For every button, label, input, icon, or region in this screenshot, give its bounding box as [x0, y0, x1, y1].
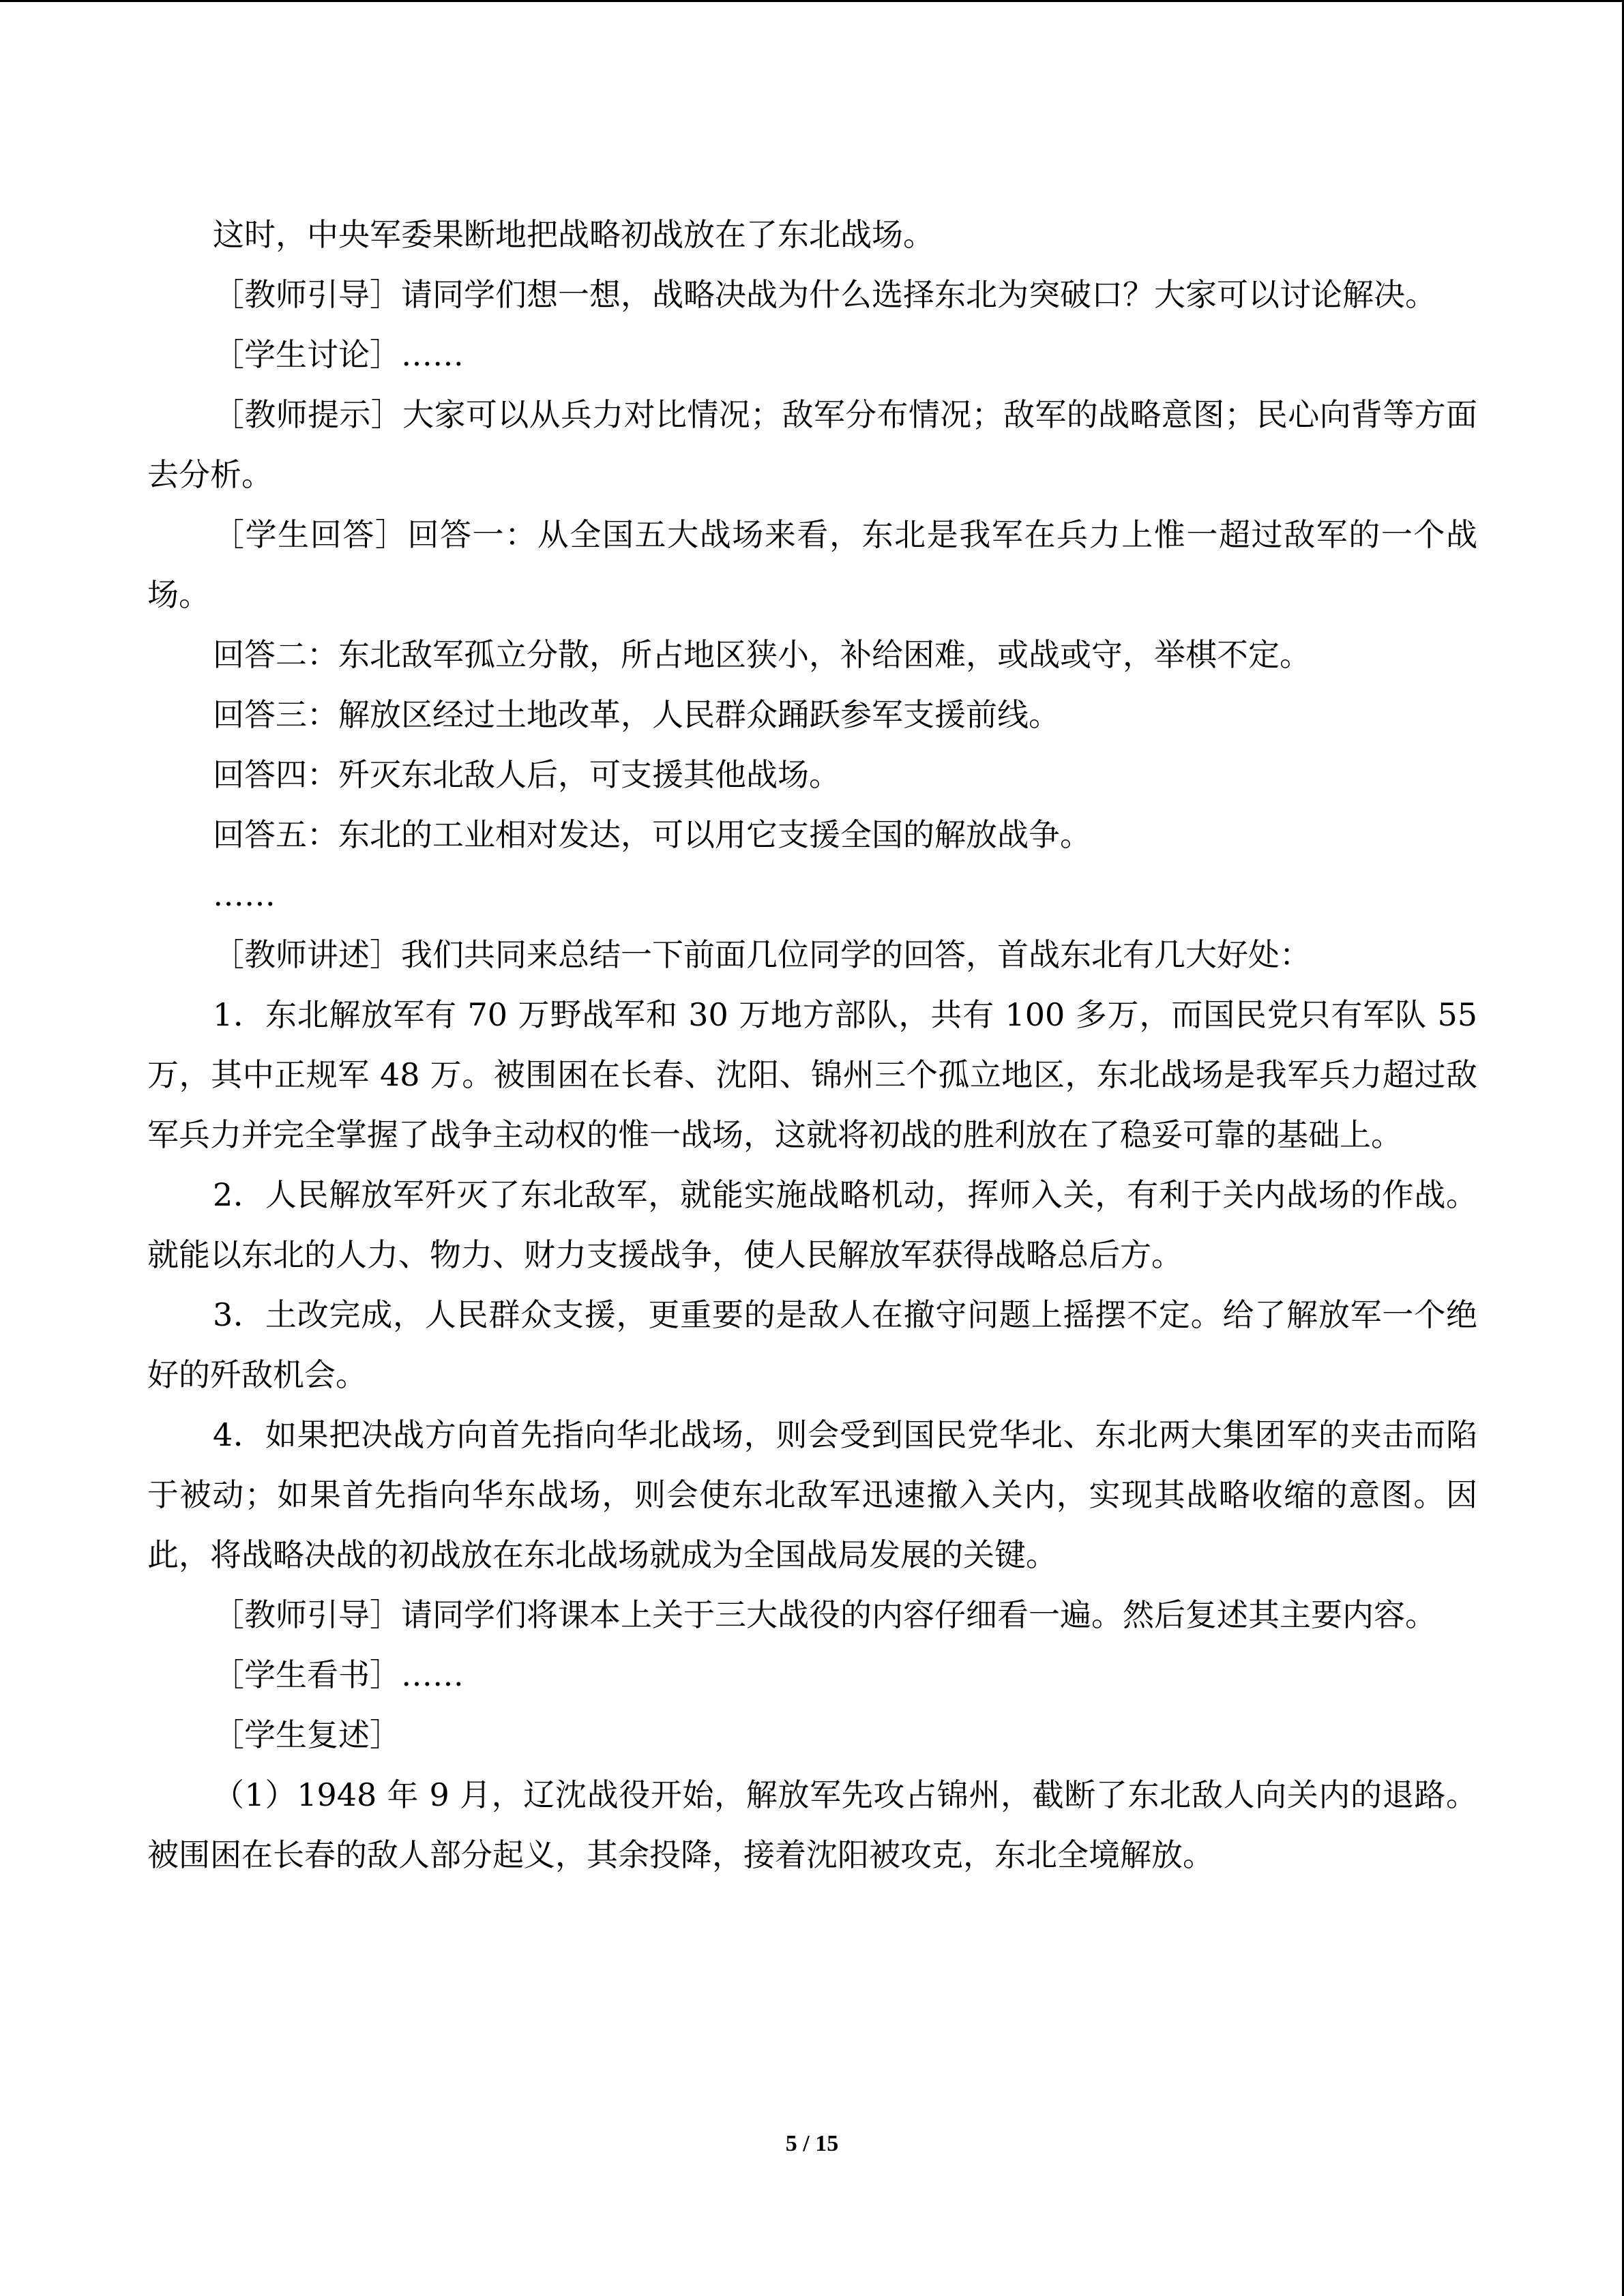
paragraph: ［学生讨论］…… — [213, 336, 464, 373]
paragraph: ［学生复述］ — [213, 1716, 401, 1753]
paragraph: ［教师引导］请同学们想一想，战略决战为什么选择东北为突破口？大家可以讨论解决。 — [213, 276, 1436, 313]
paragraph: ［教师提示］大家可以从兵力对比情况；敌军分布情况；敌军的战略意图；民心向背等方面去分析。 — [147, 396, 1477, 493]
paragraph: 回答二：东北敌军孤立分散，所占地区狭小，补给困难，或战或守，举棋不定。 — [213, 636, 1311, 673]
paragraph: （1）1948 年 9 月，辽沈战役开始，解放军先攻占锦州，截断了东北敌人向关内的退路。被围困在长春的敌人部分起义，其余投降，接着沈阳被攻克，东北全境解放。 — [147, 1776, 1477, 1873]
paragraph: ［学生看书］…… — [213, 1656, 464, 1693]
paragraph: 2．人民解放军歼灭了东北敌军，就能实施战略机动，挥师入关，有利于关内战场的作战。就能以东北的人力、物力、财力支援战争，使人民解放军获得战略总后方。 — [147, 1176, 1477, 1273]
paragraph: ［教师讲述］我们共同来总结一下前面几位同学的回答，首战东北有几大好处： — [213, 936, 1311, 973]
paragraph: 回答五：东北的工业相对发达，可以用它支援全国的解放战争。 — [213, 816, 1091, 853]
paragraph: 这时，中央军委果断地把战略初战放在了东北战场。 — [213, 216, 934, 253]
paragraph: …… — [213, 876, 276, 913]
paragraph: 回答四：歼灭东北敌人后，可支援其他战场。 — [213, 756, 840, 793]
paragraph: 1．东北解放军有 70 万野战军和 30 万地方部队，共有 100 多万，而国民党只有军队 55 万，其中正规军 48 万。被围困在长春、沈阳、锦州三个孤立地区，东北战场是我军兵力超过敌军兵力并完全掌握了战争主动权的惟一战场，这就将初战的胜利放在了稳妥可靠的基础上。 — [147, 996, 1477, 1153]
document-body — [147, 205, 1477, 1885]
page-border-top — [0, 0, 1624, 2]
paragraph: ［教师引导］请同学们将课本上关于三大战役的内容仔细看一遍。然后复述其主要内容。 — [213, 1596, 1436, 1633]
paragraph: 3．土改完成，人民群众支援，更重要的是敌人在撤守问题上摇摆不定。给了解放军一个绝好的歼敌机会。 — [147, 1296, 1477, 1393]
paragraph: ［学生回答］回答一：从全国五大战场来看，东北是我军在兵力上惟一超过敌军的一个战场。 — [147, 516, 1477, 613]
page-number: 5 / 15 — [785, 2131, 839, 2156]
paragraph: 回答三：解放区经过土地改革，人民群众踊跃参军支援前线。 — [213, 696, 1060, 733]
paragraph: 4．如果把决战方向首先指向华北战场，则会受到国民党华北、东北两大集团军的夹击而陷于被动；如果首先指向华东战场，则会使东北敌军迅速撤入关内，实现其战略收缩的意图。因此，将战略决战的初战放在东北战场就成为全国战局发展的关键。 — [147, 1416, 1477, 1573]
